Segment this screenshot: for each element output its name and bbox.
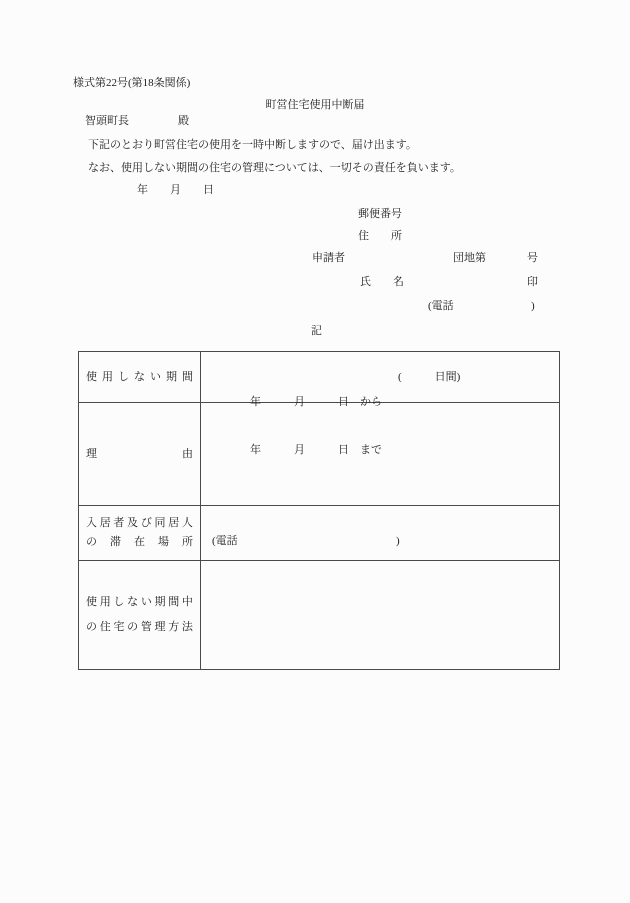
estate-label: 団地第 <box>453 252 486 264</box>
stay-phone-close-paren: ) <box>396 535 400 547</box>
phone-label: (電話 <box>428 300 454 312</box>
row-content-management <box>201 561 559 669</box>
row-content-stay <box>201 506 559 561</box>
phone-close-paren: ) <box>531 300 535 312</box>
row-content-reason <box>201 403 559 506</box>
estate-unit-label: 号 <box>527 252 538 264</box>
period-to: 年 月 日 まで <box>250 444 382 456</box>
intro-line-2: なお、使用しない期間の住宅の管理については、一切その責任を負います。 <box>88 162 461 174</box>
name-label: 氏 名 <box>360 276 404 288</box>
address-label: 住 所 <box>358 230 402 242</box>
row-label-management <box>79 561 201 669</box>
form-number: 様式第22号(第18条関係) <box>73 77 191 89</box>
intro-line-1: 下記のとおり町営住宅の使用を一時中断しますので、届け出ます。 <box>88 139 417 151</box>
record-heading: 記 <box>311 325 322 337</box>
date-line: 年 月 日 <box>137 184 214 196</box>
stay-label-line1: 入 居 者 及 び 同 居 人 <box>86 517 193 529</box>
row-content-period <box>201 352 559 456</box>
stay-phone-label: (電話 <box>212 535 238 547</box>
period-from: 年 月 日 から <box>250 396 382 408</box>
postal-code-label: 郵便番号 <box>358 208 402 220</box>
row-label-reason <box>79 403 201 506</box>
seal-label: 印 <box>527 276 538 288</box>
management-label-line1: 使 用 し な い 期 間 中 <box>86 596 193 608</box>
addressee-honorific: 殿 <box>178 115 189 127</box>
row-label-period <box>79 352 201 403</box>
period-label: 使 用 し な い 期 間 <box>86 371 193 383</box>
management-label-line2: の 住 宅 の 管 理 方 法 <box>86 621 193 633</box>
details-table <box>78 351 560 670</box>
document-title: 町営住宅使用中断届 <box>265 99 365 111</box>
stay-label-line2: の 滞 在 場 所 <box>86 536 193 548</box>
applicant-label: 申請者 <box>312 252 345 264</box>
reason-label: 理 由 <box>86 448 193 460</box>
row-label-stay <box>79 506 201 561</box>
addressee: 智頭町長 <box>85 115 129 127</box>
period-days: ( 日間) <box>398 371 461 383</box>
